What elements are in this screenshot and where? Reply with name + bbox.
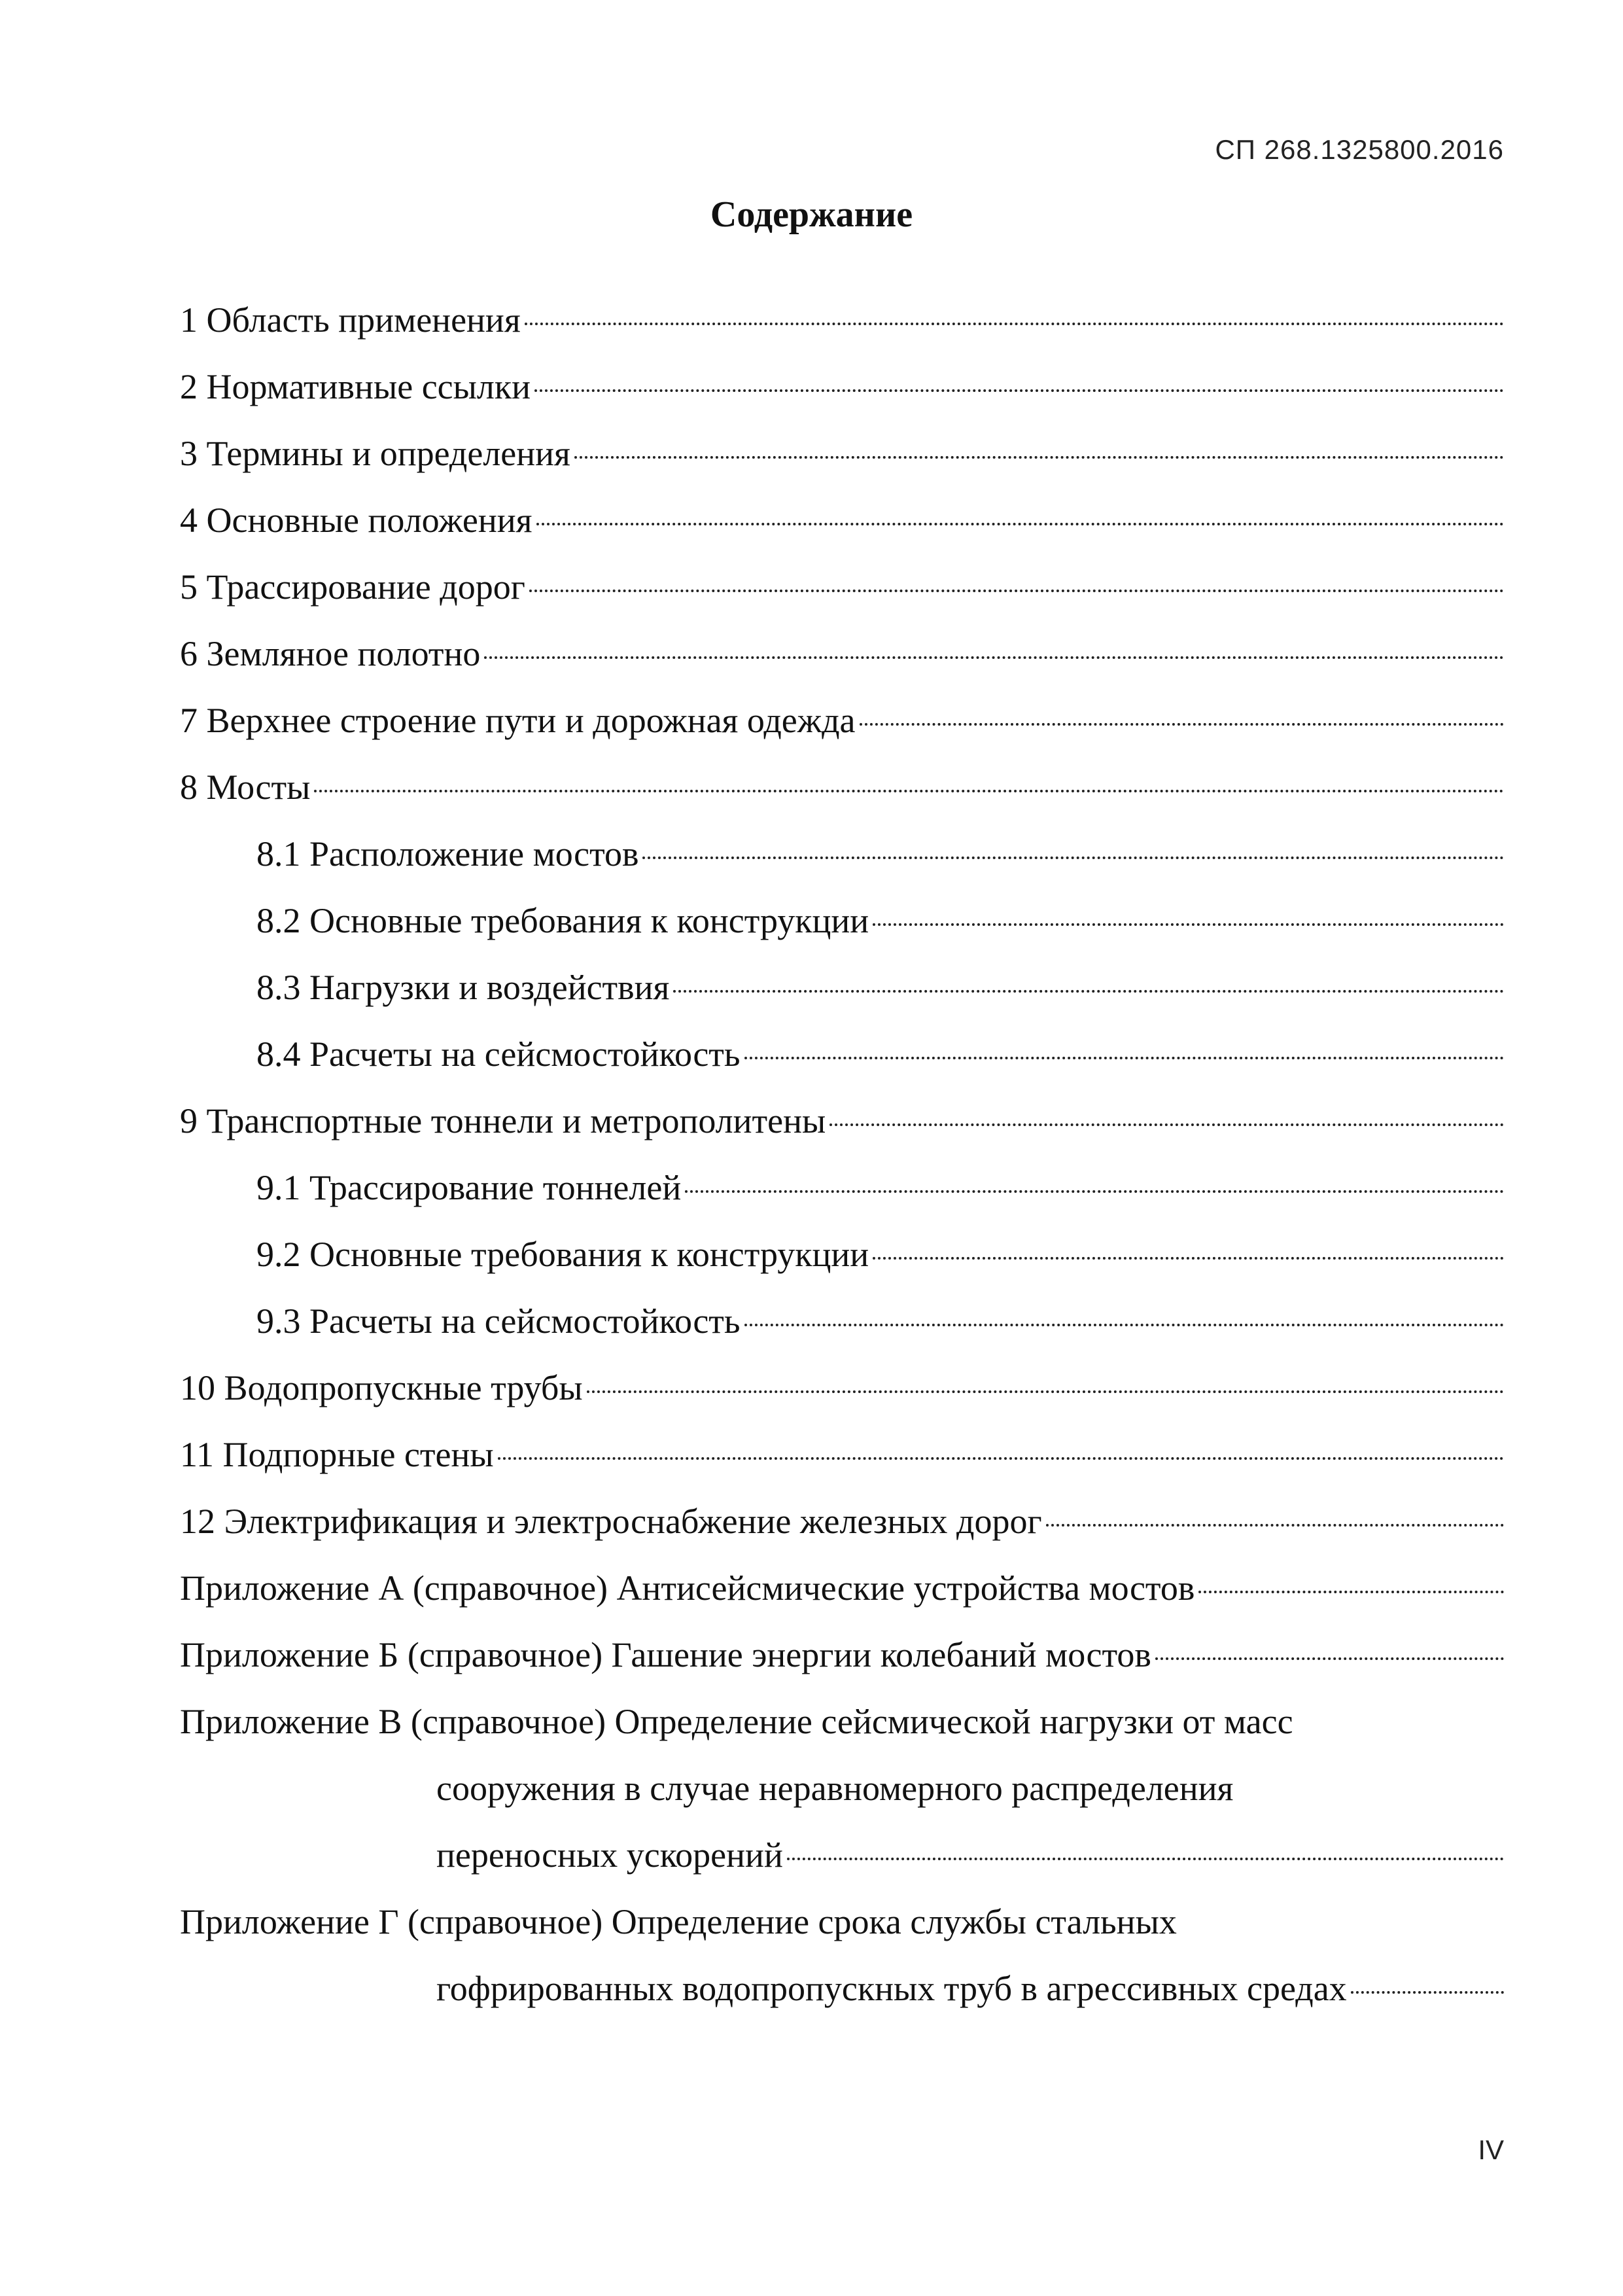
toc-dot-leader	[587, 1390, 1504, 1393]
toc-entry[interactable]	[180, 1888, 1504, 1955]
toc-entry-label: 12 Электрификация и электроснабжение железных дорог	[180, 1502, 1042, 1541]
toc-entry-label: 9.1 Трассирование тоннелей	[256, 1168, 682, 1207]
toc-dot-leader	[534, 389, 1504, 392]
toc-entry-label: 2 Нормативные ссылки	[180, 367, 531, 406]
toc-entry[interactable]	[180, 1087, 1504, 1154]
toc-entry[interactable]	[180, 1822, 1504, 1888]
toc-entry-label: 9.2 Основные требования к конструкции	[256, 1235, 869, 1274]
document-code: СП 268.1325800.2016	[1215, 134, 1504, 165]
toc-entry[interactable]	[180, 1488, 1504, 1555]
toc-entry[interactable]	[180, 1288, 1504, 1354]
toc-entry[interactable]	[180, 420, 1504, 487]
toc-entry[interactable]	[180, 1621, 1504, 1688]
toc-entry[interactable]	[180, 687, 1504, 754]
toc-dot-leader	[1198, 1591, 1504, 1593]
toc-entry-label: 9.3 Расчеты на сейсмостойкость	[256, 1301, 741, 1341]
toc-dot-leader	[642, 857, 1504, 859]
toc-entry-label: 8.3 Нагрузки и воздействия	[256, 968, 670, 1007]
toc-entry-label: 10 Водопропускные трубы	[180, 1368, 583, 1407]
toc-entry[interactable]	[180, 754, 1504, 821]
toc-entry-label: сооружения в случае неравномерного распределения	[436, 1769, 1234, 1808]
toc-dot-leader	[873, 1257, 1504, 1260]
toc-entry[interactable]	[180, 1221, 1504, 1288]
toc-dot-leader	[525, 323, 1504, 325]
toc-entry[interactable]	[180, 1154, 1504, 1221]
toc-entry[interactable]	[180, 954, 1504, 1021]
toc-entry-label: 6 Земляное полотно	[180, 634, 481, 673]
toc-dot-leader	[574, 456, 1504, 459]
toc-entry[interactable]	[180, 1354, 1504, 1421]
toc-entry-label: 8.4 Расчеты на сейсмостойкость	[256, 1034, 741, 1074]
toc-entry-label: переносных ускорений	[436, 1835, 783, 1875]
toc-dot-leader	[498, 1457, 1504, 1460]
toc-entry[interactable]	[180, 620, 1504, 687]
toc-entry-label: 8.2 Основные требования к конструкции	[256, 901, 869, 940]
toc-entry-label: Приложение Б (справочное) Гашение энергии колебаний мостов	[180, 1635, 1151, 1674]
page-number: IV	[1478, 2134, 1504, 2165]
toc-dot-leader	[829, 1123, 1504, 1126]
toc-entry-label: 3 Термины и определения	[180, 434, 570, 473]
toc-entry[interactable]	[180, 887, 1504, 954]
toc-entry-label: 11 Подпорные стены	[180, 1435, 494, 1474]
toc-dot-leader	[1046, 1524, 1504, 1527]
toc-entry-label: 4 Основные положения	[180, 501, 532, 540]
toc-entry[interactable]	[180, 1955, 1504, 2022]
toc-dot-leader	[873, 923, 1504, 926]
toc-entry[interactable]	[180, 554, 1504, 620]
toc-entry-label: Приложение А (справочное) Антисейсмические устройства мостов	[180, 1568, 1195, 1608]
toc-dot-leader	[744, 1324, 1504, 1326]
toc-entry[interactable]	[180, 1555, 1504, 1621]
toc-entry[interactable]	[180, 1421, 1504, 1488]
toc-entry-label: 5 Трассирование дорог	[180, 567, 525, 607]
toc-dot-leader	[484, 656, 1504, 659]
toc-dot-leader	[787, 1858, 1504, 1860]
toc-entry-label: гофрированных водопропускных труб в агрессивных средах	[436, 1969, 1347, 2008]
toc-title: Содержание	[710, 194, 913, 235]
toc-entry-label: Приложение Г (справочное) Определение срока службы стальных	[180, 1902, 1177, 1941]
toc-entry-label: 1 Область применения	[180, 300, 521, 340]
toc-dot-leader	[673, 990, 1504, 993]
toc-entry[interactable]	[180, 287, 1504, 353]
toc-dot-leader	[685, 1190, 1504, 1193]
toc-entry-label: Приложение В (справочное) Определение сейсмической нагрузки от масс	[180, 1702, 1293, 1741]
toc-entry-label: 8 Мосты	[180, 768, 311, 807]
toc-dot-leader	[1351, 1991, 1504, 1994]
toc-dot-leader	[314, 790, 1504, 792]
toc-entry-label: 8.1 Расположение мостов	[256, 834, 639, 874]
table-of-contents	[180, 287, 1504, 2022]
toc-entry[interactable]	[180, 353, 1504, 420]
toc-dot-leader	[529, 590, 1504, 592]
toc-entry[interactable]	[180, 487, 1504, 554]
toc-entry[interactable]	[180, 821, 1504, 887]
toc-entry-label: 7 Верхнее строение пути и дорожная одежда	[180, 701, 856, 740]
toc-dot-leader	[1155, 1657, 1504, 1660]
toc-dot-leader	[536, 523, 1505, 525]
toc-entry[interactable]	[180, 1688, 1504, 1755]
toc-dot-leader	[860, 723, 1504, 726]
toc-entry[interactable]	[180, 1021, 1504, 1087]
toc-entry[interactable]	[180, 1755, 1504, 1822]
toc-dot-leader	[744, 1057, 1504, 1059]
toc-entry-label: 9 Транспортные тоннели и метрополитены	[180, 1101, 826, 1140]
